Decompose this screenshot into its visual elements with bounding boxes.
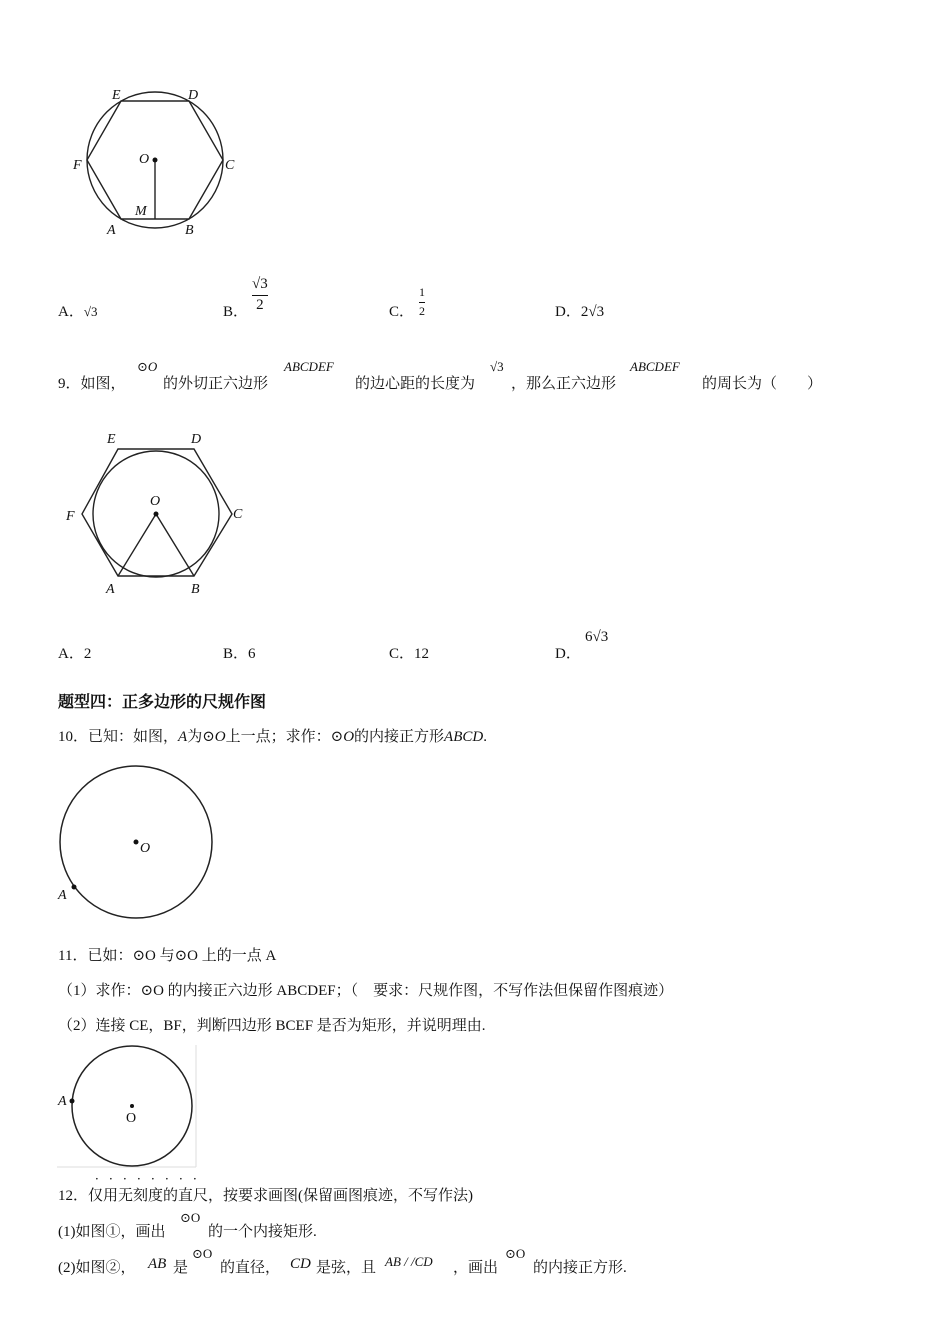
q11-label-o: O [126,1111,137,1126]
q11-center-dot [130,1104,134,1108]
q12-part2-circle-1: ⊙O [192,1246,213,1261]
q9-hexagon-name-2: ABCDEF [630,359,680,374]
q12-part1-b: 的一个内接矩形. [208,1224,317,1240]
q9-option-c-value: 12 [414,646,430,662]
q9-option-a [58,642,91,663]
section-title: 题型四：正多边形的尺规作图 [58,692,267,711]
q8-label-c: C [225,158,235,173]
q9-text-3: ，那么正六边形 [511,376,617,392]
q10-text [58,725,487,746]
q9-circle-o: ⊙O [137,359,158,374]
q8-option-a-label: A． [58,304,84,320]
figure-q11 [55,1043,200,1173]
q9-option-a-label: A． [58,646,84,662]
q9-root3: √3 [490,359,504,374]
q9-option-b-label: B． [223,646,249,662]
q8-label-b: B [185,223,194,238]
q10-abcd: ABCD [444,729,484,745]
q8-label-f: F [73,158,82,173]
q11-line-1: 11．已如：⊙O 与⊙O 上的一点 A [58,948,277,964]
q11-label-a: A [58,1094,67,1109]
figure-q10 [50,760,230,930]
q9-label-c: C [233,507,243,522]
q12-part1-a: (1)如图①，画出 [58,1224,166,1240]
q11-line-3: （2）连接 CE，BF，判断四边形 BCEF 是否为矩形，并说明理由. [58,1018,486,1034]
q8-option-b-numerator: √3 [252,276,268,292]
q8-option-d-value: 2√3 [580,304,605,320]
q9-option-c [389,642,429,663]
q11-line-2: （1）求作：⊙O 的内接正六边形 ABCDEF；（ 要求：尺规作图，不写作法但保留作图痕迹） [58,983,674,999]
q12-part2-a: (2)如图②， [58,1260,136,1276]
q9-option-b-value: 6 [248,646,256,662]
q8-option-a [58,300,97,321]
q9-center-dot [154,512,159,517]
q8-label-d: D [188,88,199,103]
q8-label-a: A [107,223,116,238]
q8-option-c-bar [419,302,425,303]
q9-text-1: 的外切正六边形 [163,376,269,392]
q9-option-d-label: D． [555,646,581,662]
q12-line-1: 12．仅用无刻度的直尺，按要求画图(保留画图痕迹，不写作法) [58,1188,473,1204]
q8-option-d [555,300,604,321]
q10-t2: 为⊙ [187,729,215,745]
q12-part2-e: ，画出 [453,1260,499,1276]
q12-part1-circle: ⊙O [180,1210,201,1225]
q12-part2-ab: AB [148,1256,167,1272]
q12-part2-d: 是弦，且 [316,1260,377,1276]
q8-option-b-label: B． [223,304,249,320]
q8-option-a-value: √3 [83,304,98,319]
q9-triangle [118,514,194,576]
q8-option-b-fraction [252,276,268,314]
q10-o2: O [343,729,355,745]
q9-option-c-label: C． [389,646,415,662]
q10-t1: 10．已知：如图， [58,729,179,745]
q9-option-a-value: 2 [83,646,92,662]
q8-option-b-bar [252,295,268,296]
q12-part2-b: 是 [173,1260,189,1276]
q8-option-c-numerator: 1 [419,285,425,299]
q9-label-f: F [66,509,75,524]
q9-text-4: 的周长为（ ） [702,376,823,392]
q9-number: 9．如图， [58,376,126,392]
q11-point-a-dot [70,1099,75,1104]
q8-option-c-label: C． [389,304,415,320]
q8-option-c-denominator: 2 [419,304,425,318]
figure-q9 [60,428,260,603]
q8-center-dot [153,158,158,163]
q12-part2-cd: CD [290,1256,311,1272]
q12-part2-parallel: AB / /CD [385,1254,433,1269]
q8-option-b-denominator: 2 [256,297,264,313]
q8-option-d-label: D． [555,304,581,320]
q10-t3: 上一点；求作：⊙ [225,729,344,745]
q12-part2-f: 的内接正方形. [533,1260,627,1276]
q10-label-a: A [58,888,67,903]
q8-option-c-fraction [419,285,425,319]
q10-point-a: A [178,729,188,745]
q10-t5: . [483,729,487,745]
q9-text-2: 的边心距的长度为 [355,376,476,392]
figure-q8 [60,80,260,250]
q9-label-a: A [106,582,115,597]
q9-label-b: B [191,582,200,597]
q8-label-o: O [139,152,150,167]
q8-label-e: E [112,88,121,103]
q10-t4: 的内接正方形 [354,729,445,745]
q8-label-m: M [135,204,147,219]
q9-label-e: E [107,432,116,447]
q12-part2-circle-2: ⊙O [505,1246,526,1261]
q9-option-d-value: 6√3 [585,629,609,645]
q9-label-o: O [150,494,161,509]
q9-hexagon-name-1: ABCDEF [284,359,334,374]
q10-label-o: O [140,841,151,856]
q12-emphasis-dots: ．．．．．．．． [95,1168,214,1182]
q9-label-d: D [191,432,202,447]
q10-point-a-dot [72,885,77,890]
q10-center-dot [134,840,139,845]
q10-o1: O [214,729,226,745]
q9-option-b [223,642,256,663]
q12-part2-c: 的直径， [220,1260,281,1276]
